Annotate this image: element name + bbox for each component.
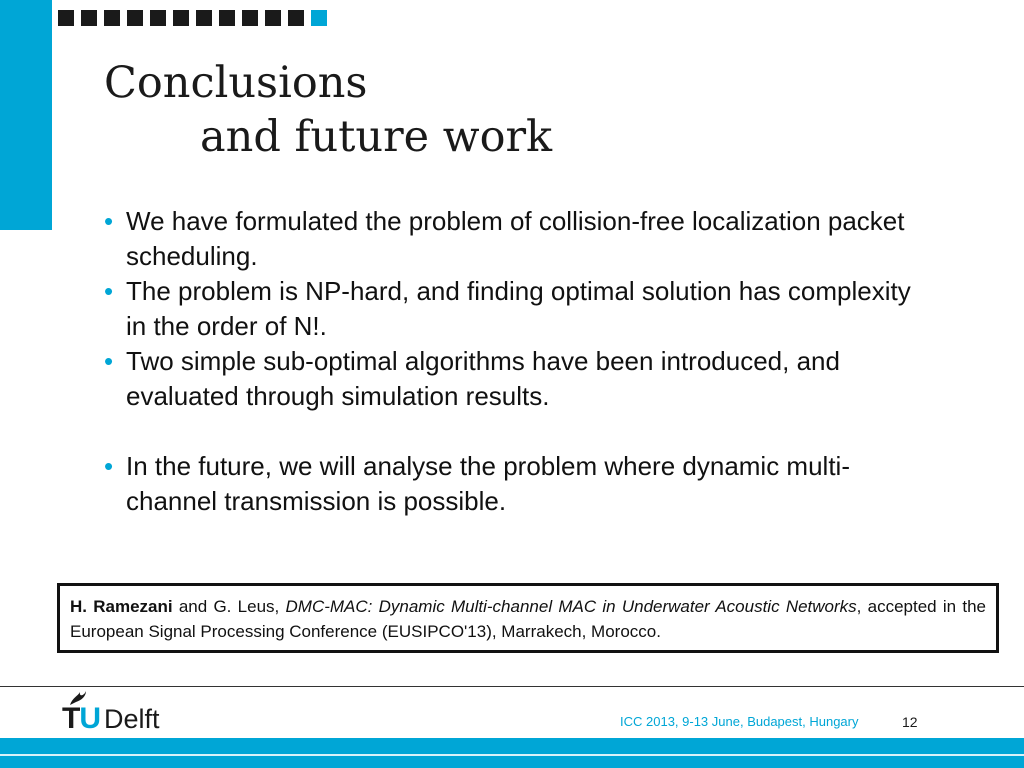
bullet-item: • We have formulated the problem of collision-free localization packet scheduling. xyxy=(104,204,924,274)
bullet-list xyxy=(104,204,924,519)
header-square xyxy=(173,10,189,26)
header-square xyxy=(219,10,235,26)
reference-coauthors: and G. Leus, xyxy=(172,597,286,616)
reference-author: H. Ramezani xyxy=(70,597,173,616)
header-square xyxy=(288,10,304,26)
reference-box xyxy=(57,583,999,653)
conference-info: ICC 2013, 9-13 June, Budapest, Hungary xyxy=(620,714,859,729)
footer-divider xyxy=(0,686,1024,687)
header-square xyxy=(196,10,212,26)
page-number: 12 xyxy=(902,714,918,730)
reference-venue: , accepted in the European Signal Processing Conference (EUSIPCO'13), Marrakech, Morocco. xyxy=(70,597,986,641)
header-square xyxy=(58,10,74,26)
bottom-bar-stripe xyxy=(0,754,1024,756)
header-square xyxy=(81,10,97,26)
header-square xyxy=(242,10,258,26)
logo-delft-text: Delft xyxy=(104,704,160,734)
tu-delft-logo xyxy=(62,690,172,736)
bottom-accent-bar xyxy=(0,738,1024,768)
header-square-accent xyxy=(311,10,327,26)
slide-title-line-2: and future work xyxy=(200,112,553,162)
header-square xyxy=(104,10,120,26)
slide-title xyxy=(104,56,552,164)
slide-title-line-1: Conclusions xyxy=(104,58,368,108)
header-square-strip xyxy=(58,10,327,26)
header-square xyxy=(127,10,143,26)
bullet-item: • Two simple sub-optimal algorithms have been introduced, and evaluated through simulation results. xyxy=(104,344,924,414)
bullet-item: • The problem is NP-hard, and finding optimal solution has complexity in the order of N!. xyxy=(104,274,924,344)
bullet-item: • In the future, we will analyse the problem where dynamic multi-channel transmission is possible. xyxy=(104,449,924,519)
side-accent-bar xyxy=(0,0,52,230)
logo-t-letter: T xyxy=(62,702,80,735)
logo-tu-text xyxy=(62,702,100,736)
logo-u-letter: U xyxy=(79,702,100,735)
header-square xyxy=(265,10,281,26)
header-square xyxy=(150,10,166,26)
reference-paper-title: DMC-MAC: Dynamic Multi-channel MAC in Underwater Acoustic Networks xyxy=(285,597,857,616)
